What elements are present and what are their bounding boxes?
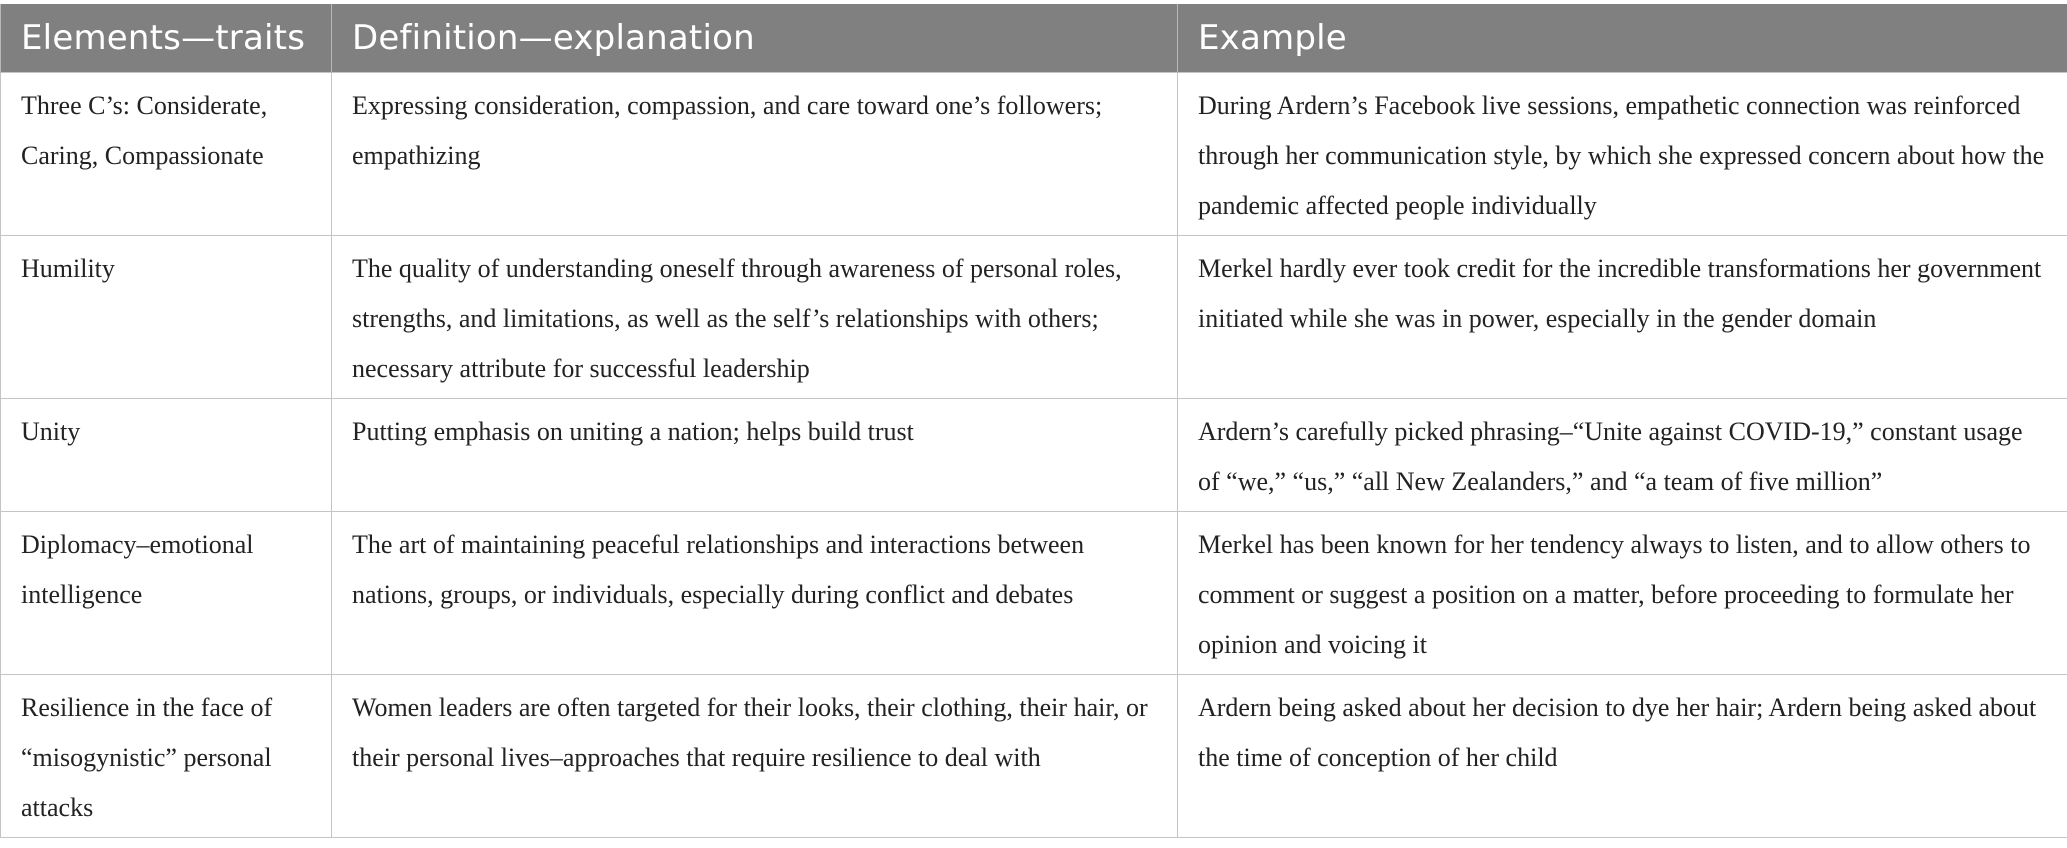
definition-cell: Putting emphasis on uniting a nation; helps build trust: [332, 399, 1178, 512]
table-header: [1, 4, 2067, 73]
example-cell: Ardern’s carefully picked phrasing–“Unite against COVID-19,” constant usage of “we,” “us,” “all New Zealanders,” and “a team of five million”: [1178, 399, 2067, 512]
leadership-traits-table-container: [0, 4, 2067, 838]
trait-cell: Three C’s: Considerate, Caring, Compassionate: [1, 73, 332, 236]
header-definition-explanation: Definition—explanation: [332, 4, 1178, 73]
table-row: [1, 512, 2067, 675]
table-row: [1, 236, 2067, 399]
definition-cell: The art of maintaining peaceful relationships and interactions between nations, groups, or individuals, especially during conflict and debates: [332, 512, 1178, 675]
example-cell: Merkel has been known for her tendency always to listen, and to allow others to comment or suggest a position on a matter, before proceeding to formulate her opinion and voicing it: [1178, 512, 2067, 675]
definition-cell: Women leaders are often targeted for their looks, their clothing, their hair, or their personal lives–approaches that require resilience to deal with: [332, 675, 1178, 838]
example-cell: Merkel hardly ever took credit for the incredible transformations her government initiated while she was in power, especially in the gender domain: [1178, 236, 2067, 399]
header-example: Example: [1178, 4, 2067, 73]
trait-cell: Humility: [1, 236, 332, 399]
leadership-traits-table: [0, 4, 2067, 838]
table-row: [1, 675, 2067, 838]
trait-cell: Resilience in the face of “misogynistic” personal attacks: [1, 675, 332, 838]
definition-cell: Expressing consideration, compassion, and care toward one’s followers; empathizing: [332, 73, 1178, 236]
header-row: [1, 4, 2067, 73]
header-elements-traits: Elements—traits: [1, 4, 332, 73]
example-cell: Ardern being asked about her decision to dye her hair; Ardern being asked about the time of conception of her child: [1178, 675, 2067, 838]
trait-cell: Diplomacy–emotional intelligence: [1, 512, 332, 675]
table-body: [1, 73, 2067, 838]
trait-cell: Unity: [1, 399, 332, 512]
example-cell: During Ardern’s Facebook live sessions, empathetic connection was reinforced through her communication style, by which she expressed concern about how the pandemic affected people individually: [1178, 73, 2067, 236]
table-row: [1, 73, 2067, 236]
definition-cell: The quality of understanding oneself through awareness of personal roles, strengths, and limitations, as well as the self’s relationships with others; necessary attribute for successful leadership: [332, 236, 1178, 399]
table-row: [1, 399, 2067, 512]
